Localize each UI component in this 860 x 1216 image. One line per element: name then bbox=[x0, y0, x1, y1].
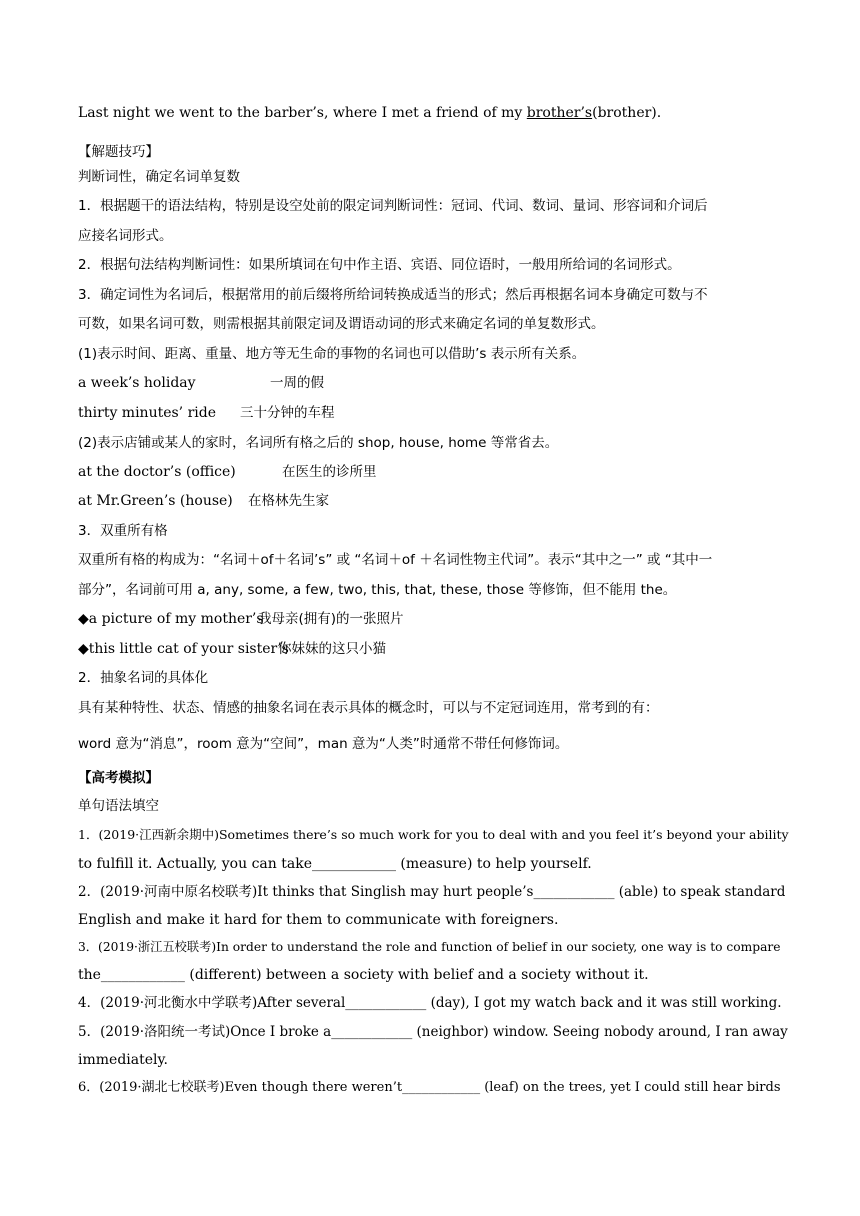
question-5-line-2: immediately. bbox=[78, 1052, 168, 1068]
section-2-line-1: 具有某种特性、状态、情感的抽象名词在表示具体的概念时，可以与不定冠词连用，常考到的有： bbox=[78, 700, 659, 716]
example-2 bbox=[78, 403, 788, 423]
example-1 bbox=[78, 373, 788, 393]
example-2-en: thirty minutes’ ride bbox=[78, 405, 216, 421]
section-3-line-1: 双重所有格的构成为：“名词＋of＋名词’s” 或 “名词＋of ＋名词性物主代词”。表示“其中之一” 或 “其中一 bbox=[78, 552, 713, 568]
question-4: 4．(2019·河北衡水中学联考)After several____________ (day), I got my watch back and it was still working. bbox=[78, 995, 782, 1011]
tip-2: 2．根据句法结构判断词性：如果所填词在句中作主语、宾语、同位语时，一般用所给词的名词形式。 bbox=[78, 257, 681, 273]
question-2-line-2: English and make it hard for them to communicate with foreigners. bbox=[78, 912, 559, 928]
tips-subheading: 判断词性，确定名词单复数 bbox=[78, 169, 240, 185]
section-2-line-2: word 意为“消息”，room 意为“空间”，man 意为“人类”时通常不带任何修饰词。 bbox=[78, 736, 569, 752]
bullet-1-en: ◆a picture of my mother’s bbox=[78, 611, 264, 627]
bullet-2-zh: 你妹妹的这只小猫 bbox=[278, 641, 386, 657]
example-3-en: at the doctor’s (office) bbox=[78, 464, 236, 480]
example-3-zh: 在医生的诊所里 bbox=[282, 464, 377, 480]
intro-suffix: (brother). bbox=[592, 105, 662, 121]
note-2: (2)表示店铺或某人的家时，名词所有格之后的 shop, house, home 等常省去。 bbox=[78, 435, 559, 451]
tip-1-line-1: 1．根据题干的语法结构，特别是设空处前的限定词判断词性：冠词、代词、数词、量词、形容词和介词后 bbox=[78, 198, 708, 214]
bullet-example-2 bbox=[78, 639, 788, 659]
intro-sentence bbox=[78, 103, 788, 123]
intro-prefix: Last night we went to the barber’s, where I met a friend of my bbox=[78, 105, 527, 121]
intro-answer: brother’s bbox=[526, 105, 593, 121]
bullet-example-1 bbox=[78, 609, 788, 629]
example-4-zh: 在格林先生家 bbox=[248, 493, 329, 509]
question-6-line-1: 6．(2019·湖北七校联考)Even though there weren’t____________ (leaf) on the trees, yet I could still hear birds bbox=[78, 1080, 781, 1095]
mock-heading: 【高考模拟】 bbox=[78, 770, 159, 786]
section-2-title: 2．抽象名词的具体化 bbox=[78, 670, 209, 686]
section-3-line-2: 部分”，名词前可用 a, any, some, a few, two, this, that, these, those 等修饰，但不能用 the。 bbox=[78, 582, 677, 598]
note-1: (1)表示时间、距离、重量、地方等无生命的事物的名词也可以借助’s 表示所有关系。 bbox=[78, 346, 586, 362]
tip-3-line-1: 3．确定词性为名词后，根据常用的前后缀将所给词转换成适当的形式；然后再根据名词本身确定可数与不 bbox=[78, 287, 708, 303]
bullet-2-en: ◆this little cat of your sister’s bbox=[78, 641, 289, 657]
tip-3-line-2: 可数，如果名词可数，则需根据其前限定词及谓语动词的形式来确定名词的单复数形式。 bbox=[78, 316, 605, 332]
question-3-line-1: 3．(2019·浙江五校联考)In order to understand the role and function of belief in our society, one way is to compare bbox=[78, 940, 781, 954]
example-1-en: a week’s holiday bbox=[78, 375, 196, 391]
example-4 bbox=[78, 491, 788, 511]
example-1-zh: 一周的假 bbox=[270, 375, 324, 391]
question-1-line-1: 1．(2019·江西新余期中)Sometimes there’s so much work for you to deal with and you feel it’s beyond your ability bbox=[78, 827, 789, 842]
mock-subheading: 单句语法填空 bbox=[78, 798, 159, 814]
tips-heading: 【解题技巧】 bbox=[78, 144, 159, 160]
bullet-1-zh: 我母亲(拥有)的一张照片 bbox=[258, 611, 404, 627]
example-4-en: at Mr.Green’s (house) bbox=[78, 493, 233, 509]
question-5-line-1: 5．(2019·洛阳统一考试)Once I broke a____________ (neighbor) window. Seeing nobody around, I ran away bbox=[78, 1024, 788, 1040]
question-2-line-1: 2．(2019·河南中原名校联考)It thinks that Singlish may hurt people’s____________ (able) to speak standard bbox=[78, 884, 786, 900]
example-2-zh: 三十分钟的车程 bbox=[240, 405, 335, 421]
question-1-line-2: to fulfill it. Actually, you can take____________ (measure) to help yourself. bbox=[78, 856, 592, 872]
section-3-title: 3．双重所有格 bbox=[78, 523, 168, 539]
question-3-line-2: the____________ (different) between a society with belief and a society without it. bbox=[78, 967, 649, 983]
example-3 bbox=[78, 462, 788, 482]
tip-1-line-2: 应接名词形式。 bbox=[78, 228, 173, 244]
